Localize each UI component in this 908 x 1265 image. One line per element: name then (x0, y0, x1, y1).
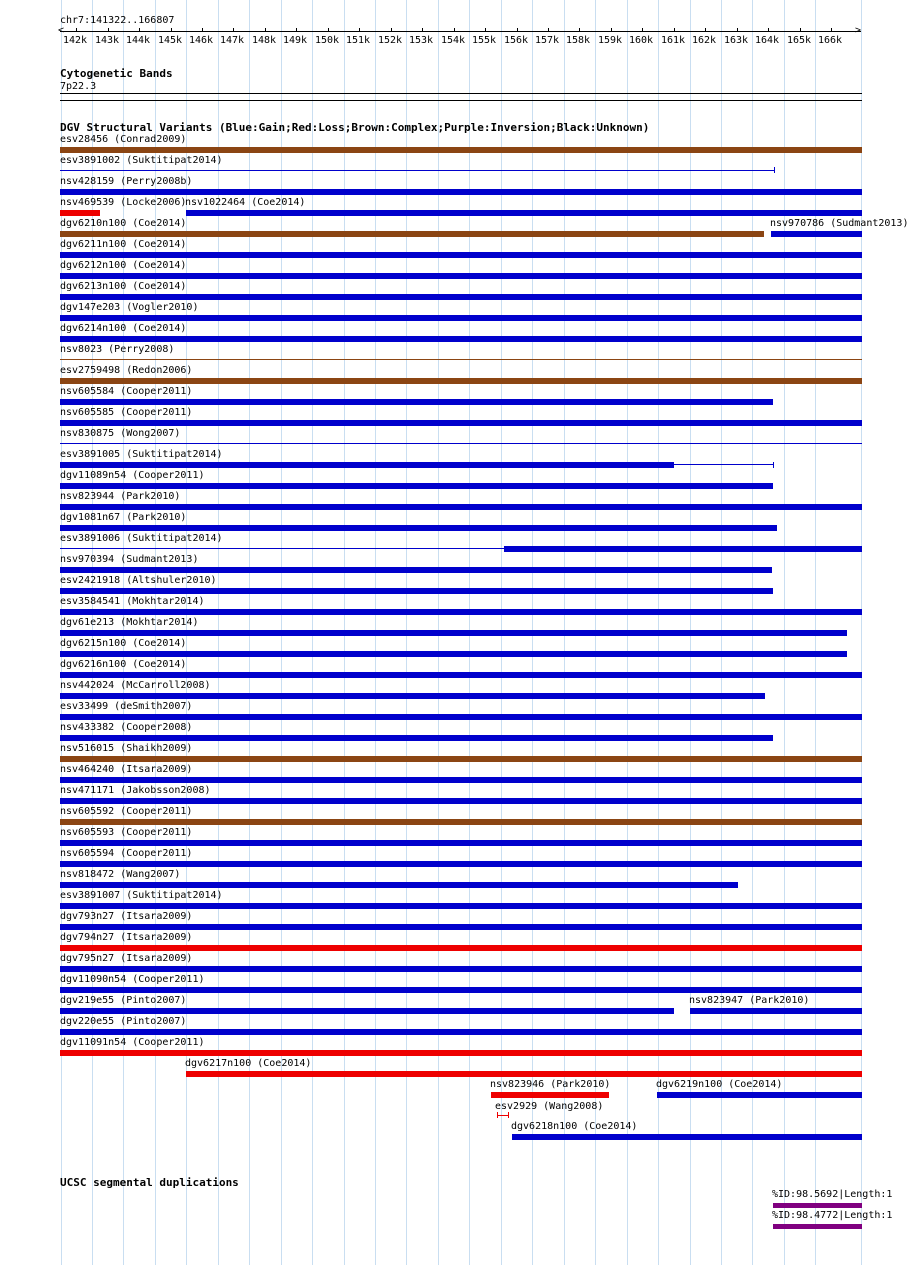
dgv-feature-bar (60, 210, 100, 216)
dgv-feature-label: nsv1022464 (Coe2014) (185, 197, 306, 208)
dgv-feature-bar (60, 1008, 674, 1014)
ruler-tick (800, 28, 801, 32)
cytoband-top-line (60, 93, 862, 94)
dgv-feature-bar (60, 987, 862, 993)
dgv-feature-bar (60, 399, 773, 405)
dgv-feature-label: dgv220e55 (Pinto2007) (60, 1016, 187, 1027)
segdup-track-title: UCSC segmental duplications (60, 1176, 239, 1189)
ruler-tick (548, 28, 549, 32)
cytoband-label: 7p22.3 (60, 81, 97, 92)
dgv-feature-end-tick (773, 462, 774, 468)
dgv-feature-bar (60, 945, 862, 951)
dgv-feature-bar (60, 756, 862, 762)
ruler-tick-label: 165k (787, 35, 812, 46)
dgv-feature-bar (60, 693, 765, 699)
dgv-feature-bar (60, 630, 847, 636)
dgv-feature-label: dgv61e213 (Mokhtar2014) (60, 617, 199, 628)
dgv-feature-label: dgv6219n100 (Coe2014) (656, 1079, 783, 1090)
dgv-feature-bar (60, 315, 862, 321)
dgv-feature-label: nsv823947 (Park2010) (689, 995, 810, 1006)
ruler-tick (705, 28, 706, 32)
dgv-feature-bar (60, 609, 862, 615)
dgv-feature-label: dgv6212n100 (Coe2014) (60, 260, 187, 271)
ruler-tick-label: 161k (661, 35, 686, 46)
ruler-tick (642, 28, 643, 32)
ruler-tick (328, 28, 329, 32)
dgv-feature-label: nsv970394 (Sudmant2013) (60, 554, 199, 565)
dgv-feature-label: esv3891002 (Suktitipat2014) (60, 155, 223, 166)
dgv-feature-label: dgv219e55 (Pinto2007) (60, 995, 187, 1006)
ruler-tick (611, 28, 612, 32)
dgv-feature-bar (491, 1092, 609, 1098)
ruler-tick (737, 28, 738, 32)
dgv-feature-label: nsv818472 (Wang2007) (60, 869, 181, 880)
dgv-feature-bar (60, 1029, 862, 1035)
dgv-feature-bar (497, 1115, 508, 1116)
dgv-feature-label: esv3584541 (Mokhtar2014) (60, 596, 205, 607)
ruler-tick-label: 144k (126, 35, 151, 46)
dgv-feature-label: esv2421918 (Altshuler2010) (60, 575, 217, 586)
ruler-tick-label: 146k (189, 35, 214, 46)
ruler-tick (579, 28, 580, 32)
ruler-tick (454, 28, 455, 32)
dgv-feature-connector (674, 464, 774, 465)
ruler-tick-label: 145k (158, 35, 183, 46)
dgv-feature-label: dgv11089n54 (Cooper2011) (60, 470, 205, 481)
ruler-tick-label: 158k (566, 35, 591, 46)
dgv-track-title: DGV Structural Variants (Blue:Gain;Red:Loss;Brown:Complex;Purple:Inversion;Black:Unknown) (60, 121, 650, 134)
dgv-feature-bar (60, 840, 862, 846)
ruler-tick (233, 28, 234, 32)
ruler-tick (768, 28, 769, 32)
dgv-feature-bar (60, 189, 862, 195)
dgv-feature-label: dgv6218n100 (Coe2014) (511, 1121, 638, 1132)
ruler-tick (139, 28, 140, 32)
ruler-tick-label: 147k (220, 35, 245, 46)
dgv-feature-label: nsv469539 (Locke2006) (60, 197, 187, 208)
ruler-axis (60, 31, 861, 32)
dgv-feature-bar (60, 1050, 862, 1056)
ruler-tick (171, 28, 172, 32)
ruler-tick (517, 28, 518, 32)
dgv-feature-label: nsv464240 (Itsara2009) (60, 764, 193, 775)
ruler-tick (202, 28, 203, 32)
ruler-tick (108, 28, 109, 32)
dgv-feature-bar (60, 798, 862, 804)
dgv-feature-connector (60, 170, 774, 171)
dgv-feature-bar (60, 903, 862, 909)
dgv-feature-bar (60, 882, 738, 888)
dgv-feature-bar (60, 504, 862, 510)
dgv-feature-label: nsv8023 (Perry2008) (60, 344, 175, 355)
ruler-tick (265, 28, 266, 32)
ruler-tick (831, 28, 832, 32)
dgv-feature-bar (60, 443, 862, 444)
dgv-feature-bar (60, 359, 862, 360)
ruler-tick-label: 163k (724, 35, 749, 46)
dgv-feature-label: esv3891005 (Suktitipat2014) (60, 449, 223, 460)
dgv-feature-label: nsv442024 (McCarroll2008) (60, 680, 211, 691)
dgv-feature-label: nsv605585 (Cooper2011) (60, 407, 193, 418)
ruler-tick-label: 152k (378, 35, 403, 46)
dgv-feature-bar (657, 1092, 862, 1098)
segdup-feature-bar (773, 1224, 862, 1229)
dgv-feature-bar (60, 735, 773, 741)
dgv-feature-bar (60, 525, 777, 531)
dgv-feature-bar (60, 336, 862, 342)
dgv-feature-bar (60, 294, 862, 300)
dgv-feature-label: nsv433382 (Cooper2008) (60, 722, 193, 733)
ruler-tick-label: 143k (95, 35, 120, 46)
segdup-feature-label: %ID:98.5692|Length:1 (772, 1189, 893, 1200)
ruler-tick-label: 166k (818, 35, 843, 46)
dgv-feature-bar (186, 1071, 862, 1077)
ruler-tick-label: 142k (63, 35, 88, 46)
dgv-feature-label: esv3891006 (Suktitipat2014) (60, 533, 223, 544)
dgv-feature-label: dgv6216n100 (Coe2014) (60, 659, 187, 670)
ruler-tick-label: 157k (535, 35, 560, 46)
dgv-feature-bar (60, 651, 847, 657)
cytoband-track-title: Cytogenetic Bands (60, 67, 173, 80)
dgv-feature-connector (60, 548, 505, 549)
ruler-tick-label: 148k (252, 35, 277, 46)
dgv-feature-label: dgv794n27 (Itsara2009) (60, 932, 193, 943)
dgv-feature-label: nsv605593 (Cooper2011) (60, 827, 193, 838)
dgv-feature-bar (512, 1134, 862, 1140)
dgv-feature-bar (60, 714, 862, 720)
dgv-feature-label: esv3891007 (Suktitipat2014) (60, 890, 223, 901)
dgv-feature-label: dgv11091n54 (Cooper2011) (60, 1037, 205, 1048)
ruler-tick (76, 28, 77, 32)
ruler-tick-label: 151k (346, 35, 371, 46)
ruler-tick (485, 28, 486, 32)
ruler-tick-label: 164k (755, 35, 780, 46)
dgv-feature-label: esv2929 (Wang2008) (495, 1101, 604, 1112)
ruler-tick-label: 150k (315, 35, 340, 46)
dgv-feature-bar (60, 483, 773, 489)
ruler-tick-label: 153k (409, 35, 434, 46)
segdup-feature-bar (773, 1203, 862, 1208)
dgv-feature-end-tick (508, 1112, 509, 1118)
ruler-tick-label: 154k (441, 35, 466, 46)
ruler-tick (391, 28, 392, 32)
dgv-feature-bar (690, 1008, 862, 1014)
dgv-feature-bar (60, 777, 862, 783)
dgv-feature-bar (60, 378, 862, 384)
dgv-feature-end-tick (497, 1112, 498, 1118)
ruler-tick (422, 28, 423, 32)
dgv-feature-label: nsv823944 (Park2010) (60, 491, 181, 502)
ruler-tick-label: 156k (504, 35, 529, 46)
dgv-feature-label: nsv471171 (Jakobsson2008) (60, 785, 211, 796)
ruler-tick-label: 162k (692, 35, 717, 46)
dgv-feature-label: dgv1081n67 (Park2010) (60, 512, 187, 523)
dgv-feature-label: nsv823946 (Park2010) (490, 1079, 611, 1090)
dgv-feature-label: nsv605584 (Cooper2011) (60, 386, 193, 397)
dgv-feature-label: dgv6217n100 (Coe2014) (185, 1058, 312, 1069)
dgv-feature-label: esv28456 (Conrad2009) (60, 134, 187, 145)
dgv-feature-label: dgv795n27 (Itsara2009) (60, 953, 193, 964)
ruler-position-label: chr7:141322..166807 (60, 15, 175, 26)
dgv-feature-label: nsv970786 (Sudmant2013) (770, 218, 908, 229)
dgv-feature-bar (60, 273, 862, 279)
ruler-tick (674, 28, 675, 32)
dgv-feature-bar (60, 672, 862, 678)
dgv-feature-label: nsv830875 (Wong2007) (60, 428, 181, 439)
dgv-feature-bar (60, 819, 862, 825)
ruler-tick-label: 149k (283, 35, 308, 46)
ruler-left-arrow: < (58, 25, 65, 36)
ruler-tick (296, 28, 297, 32)
dgv-feature-label: esv2759498 (Redon2006) (60, 365, 193, 376)
dgv-feature-bar (60, 252, 862, 258)
cytoband-bottom-line (60, 100, 862, 101)
dgv-feature-bar (504, 546, 862, 552)
ruler-tick-label: 159k (598, 35, 623, 46)
dgv-feature-label: dgv793n27 (Itsara2009) (60, 911, 193, 922)
dgv-feature-label: dgv6210n100 (Coe2014) (60, 218, 187, 229)
dgv-feature-bar (60, 462, 674, 468)
ruler-tick (359, 28, 360, 32)
dgv-feature-label: nsv428159 (Perry2008b) (60, 176, 193, 187)
dgv-feature-bar (60, 588, 773, 594)
dgv-feature-bar (60, 966, 862, 972)
dgv-feature-label: nsv605592 (Cooper2011) (60, 806, 193, 817)
dgv-feature-label: dgv6211n100 (Coe2014) (60, 239, 187, 250)
dgv-feature-bar (60, 567, 772, 573)
dgv-feature-bar (771, 231, 862, 237)
ruler-right-arrow: > (855, 25, 862, 36)
dgv-feature-label: esv33499 (deSmith2007) (60, 701, 193, 712)
dgv-feature-bar (60, 147, 862, 153)
dgv-feature-bar (186, 210, 862, 216)
dgv-feature-label: dgv6213n100 (Coe2014) (60, 281, 187, 292)
segdup-feature-label: %ID:98.4772|Length:1 (772, 1210, 893, 1221)
dgv-feature-label: dgv147e203 (Vogler2010) (60, 302, 199, 313)
dgv-feature-bar (60, 861, 862, 867)
dgv-feature-label: dgv6214n100 (Coe2014) (60, 323, 187, 334)
ruler-tick-label: 155k (472, 35, 497, 46)
dgv-feature-label: dgv6215n100 (Coe2014) (60, 638, 187, 649)
dgv-feature-label: nsv605594 (Cooper2011) (60, 848, 193, 859)
dgv-feature-bar (60, 231, 764, 237)
dgv-feature-bar (60, 924, 862, 930)
dgv-feature-label: dgv11090n54 (Cooper2011) (60, 974, 205, 985)
dgv-feature-label: nsv516015 (Shaikh2009) (60, 743, 193, 754)
ruler-tick-label: 160k (629, 35, 654, 46)
dgv-feature-bar (60, 420, 862, 426)
dgv-feature-end-tick (774, 167, 775, 173)
